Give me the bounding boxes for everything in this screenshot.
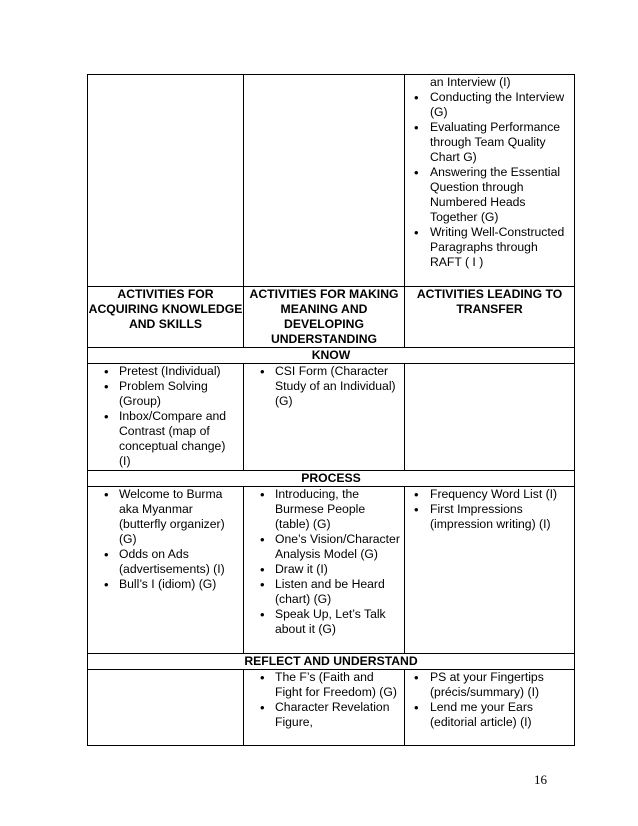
continued-col3-list xyxy=(405,90,574,270)
list-item: • Introducing, the Burmese People (table) (G) xyxy=(244,487,404,532)
list-item: • Answering the Essential Question through Numbered Heads Together (G) xyxy=(405,165,574,225)
section-row-reflect xyxy=(88,654,575,670)
process-col3-cell xyxy=(405,487,575,654)
list-item: • Problem Solving (Group) xyxy=(88,379,243,409)
list-item: • Lend me your Ears (editorial article) (I) xyxy=(405,700,574,730)
section-title-know: KNOW xyxy=(88,348,575,364)
list-item: • Inbox/Compare and Contrast (map of conceptual change) (I) xyxy=(88,409,243,469)
page-number: 16 xyxy=(534,772,547,787)
reflect-col2-cell xyxy=(244,670,405,746)
list-item: • Draw it (I) xyxy=(244,562,404,577)
header-transfer: ACTIVITIES LEADING TO TRANSFER xyxy=(405,287,575,348)
process-col1-cell xyxy=(88,487,244,654)
list-item: • First Impressions (impression writing) (I) xyxy=(405,502,574,532)
continued-col1-cell xyxy=(88,75,244,287)
list-item: • Pretest (Individual) xyxy=(88,364,243,379)
header-acquiring-knowledge: ACTIVITIES FOR ACQUIRING KNOWLEDGE AND SKILLS xyxy=(88,287,244,348)
reflect-col1-cell xyxy=(88,670,244,746)
list-item: • The F’s (Faith and Fight for Freedom) (G) xyxy=(244,670,404,700)
know-col3-cell xyxy=(405,364,575,471)
section-title-process: PROCESS xyxy=(88,471,575,487)
know-row xyxy=(88,364,575,471)
list-item: • PS at your Fingertips (précis/summary) (I) xyxy=(405,670,574,700)
process-col2-cell xyxy=(244,487,405,654)
activities-table xyxy=(87,74,575,746)
column-header-row xyxy=(88,287,575,348)
process-row xyxy=(88,487,575,654)
list-item: • Speak Up, Let’s Talk about it (G) xyxy=(244,607,404,637)
list-item: • Character Revelation Figure, xyxy=(244,700,404,730)
list-item: • Listen and be Heard (chart) (G) xyxy=(244,577,404,607)
reflect-col3-cell xyxy=(405,670,575,746)
list-item: • Bull’s I (idiom) (G) xyxy=(88,577,243,592)
list-item: • One’s Vision/Character Analysis Model (G) xyxy=(244,532,404,562)
continued-col3-cell xyxy=(405,75,575,287)
list-item: • Evaluating Performance through Team Quality Chart G) xyxy=(405,120,574,165)
section-row-know xyxy=(88,348,575,364)
know-col1-cell xyxy=(88,364,244,471)
section-row-process xyxy=(88,471,575,487)
continued-item-text: an Interview (I) xyxy=(430,75,511,89)
reflect-row xyxy=(88,670,575,746)
header-making-meaning: ACTIVITIES FOR MAKING MEANING AND DEVELOPING UNDERSTANDING xyxy=(244,287,405,348)
section-title-reflect: REFLECT AND UNDERSTAND xyxy=(88,654,575,670)
know-col2-cell xyxy=(244,364,405,471)
list-item: • Conducting the Interview (G) xyxy=(405,90,574,120)
continued-col2-cell xyxy=(244,75,405,287)
list-item: • Odds on Ads (advertisements) (I) xyxy=(88,547,243,577)
list-item: • CSI Form (Character Study of an Individual) (G) xyxy=(244,364,404,409)
continued-row xyxy=(88,75,575,287)
list-item: • Welcome to Burma aka Myanmar (butterfly organizer) (G) xyxy=(88,487,243,547)
list-item: • Writing Well-Constructed Paragraphs through RAFT ( I ) xyxy=(405,225,574,270)
list-item: • Frequency Word List (I) xyxy=(405,487,574,502)
